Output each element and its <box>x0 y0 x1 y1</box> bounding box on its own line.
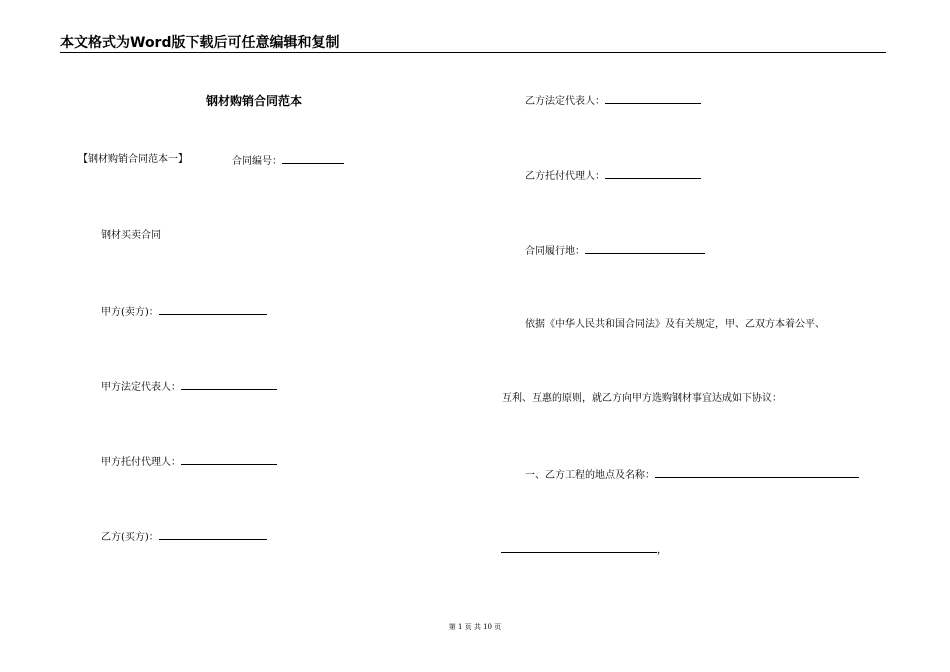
party-a-blank <box>159 304 267 315</box>
performance-place-row <box>525 243 705 259</box>
section-label-text: 【钢材购销合同范本一】 <box>78 154 188 165</box>
performance-place-label: 合同履行地： <box>525 246 585 257</box>
party-b-rep-label: 乙方法定代表人： <box>525 96 605 107</box>
page-number: 第 1 页 共 10 页 <box>448 623 502 631</box>
party-a-agent-row <box>101 454 277 470</box>
performance-place-blank <box>585 243 705 254</box>
document-header <box>60 34 886 53</box>
party-a-label: 甲方(卖方)： <box>101 307 159 318</box>
party-a-rep-blank <box>181 379 277 390</box>
clause-1-label: 一、乙方工程的地点及名称： <box>525 470 655 481</box>
party-a-rep-label: 甲方法定代表人： <box>101 382 181 393</box>
party-a-agent-label: 甲方托付代理人： <box>101 457 181 468</box>
page-footer <box>0 622 950 632</box>
contract-subtitle: 钢材买卖合同 <box>101 230 161 241</box>
party-b-rep-blank <box>605 93 701 104</box>
clause-1-row <box>525 467 859 483</box>
preamble-line-2: 互利、互惠的原则，就乙方向甲方选购钢材事宜达成如下协议： <box>502 393 782 404</box>
party-a-rep-row <box>101 379 277 395</box>
party-a-row <box>101 304 267 320</box>
party-b-rep-row <box>525 93 701 109</box>
preamble-line-1: 依据《中华人民共和国合同法》及有关规定，甲、乙双方本着公平、 <box>525 319 825 330</box>
contract-number-blank <box>282 153 344 164</box>
party-b-agent-row <box>525 168 701 184</box>
clause-1-continuation-blank <box>501 542 657 553</box>
party-b-label: 乙方(买方)： <box>101 532 159 543</box>
document-title: 钢材购销合同范本 <box>206 94 303 108</box>
party-b-blank <box>159 529 267 540</box>
clause-1-blank <box>655 467 859 478</box>
section-label <box>78 153 188 167</box>
header-banner: 本文格式为Word版下载后可任意编辑和复制 <box>60 35 340 51</box>
contract-number-row <box>232 153 344 169</box>
contract-number-label: 合同编号： <box>232 156 282 167</box>
party-b-row <box>101 529 267 545</box>
clause-1-continuation <box>501 542 667 558</box>
party-b-agent-label: 乙方托付代理人： <box>525 171 605 182</box>
party-b-agent-blank <box>605 168 701 179</box>
party-a-agent-blank <box>181 454 277 465</box>
clause-1-tail: ， <box>657 545 667 556</box>
